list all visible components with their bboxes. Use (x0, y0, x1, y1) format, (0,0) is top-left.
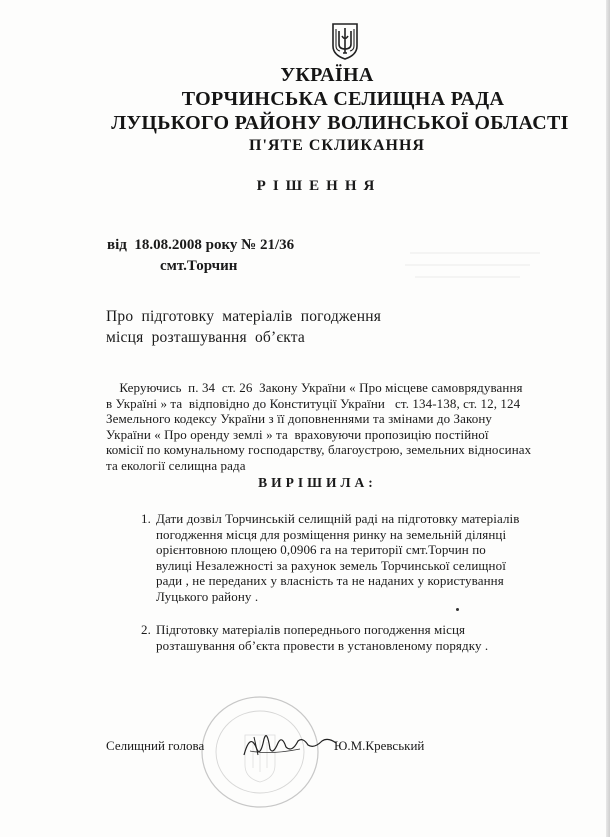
decision-subject (106, 306, 381, 348)
decision-item (141, 622, 561, 662)
decision-title: РІШЕННЯ (256, 178, 382, 194)
item-line: Дати дозвіл Торчинській селищній раді на підготовку матеріалів (156, 511, 520, 526)
handwritten-signature (240, 725, 340, 765)
item-line: розташування об’єкта провести в установленому порядку . (156, 637, 489, 653)
item-line: Підготовку матеріалів попереднього погодження місця (156, 622, 466, 637)
preamble-line: України « Про оренду землі » та враховуючи пропозицію постійної (106, 426, 489, 442)
item-text (156, 511, 520, 605)
decision-place: смт.Торчин (160, 258, 238, 274)
bleed-through-marks (400, 245, 550, 285)
header-council: ТОРЧИНСЬКА СЕЛИЩНА РАДА (181, 88, 505, 110)
preamble-line: комісії по комунальному господарству, благоустрою, земельних відносинах (106, 442, 532, 458)
preamble-line: Земельного кодексу України з її доповненнями та змінами до Закону (106, 411, 493, 427)
item-number: 2. (141, 622, 151, 637)
trident-coat-of-arms-icon (331, 22, 359, 60)
signer-name: Ю.М.Кревський (334, 738, 425, 753)
preamble-line: та екології селищна рада (106, 457, 246, 473)
header-district: ЛУЦЬКОГО РАЙОНУ ВОЛИНСЬКОЇ ОБЛАСТІ (111, 112, 569, 134)
subject-line: місця розташування об’єкта (106, 329, 306, 346)
item-text (156, 622, 488, 653)
item-line: Луцького району . (156, 588, 259, 604)
decision-date-number: від 18.08.2008 року № 21/36 (107, 237, 295, 253)
preamble-line: в Україні » та відповідно до Конституції України ст. 134-138, ст. 12, 124 (106, 395, 521, 411)
item-line: ради , не переданих у власність та не наданих у користування (156, 573, 504, 589)
header-convocation: П'ЯТЕ СКЛИКАННЯ (249, 137, 425, 154)
signer-position: Селищний голова (106, 738, 205, 753)
item-line: орієнтовною площею 0,0906 га на території смт.Торчин по (156, 542, 486, 558)
ink-dot (456, 608, 459, 611)
preamble-line: Керуючись п. 34 ст. 26 Закону України « Про місцеве самоврядування (106, 380, 523, 395)
item-line: вулиці Незалежності за рахунок земель Торчинської селищної (156, 557, 506, 573)
preamble-paragraph (106, 380, 556, 474)
item-number: 1. (141, 511, 151, 526)
resolved-heading: ВИРІШИЛА: (258, 475, 377, 490)
subject-line: Про підготовку матеріалів погодження (106, 308, 382, 325)
decision-item (141, 511, 561, 611)
header-country: УКРАЇНА (280, 64, 374, 86)
item-line: погодження місця для розміщення ринку на земельній ділянці (156, 526, 507, 542)
